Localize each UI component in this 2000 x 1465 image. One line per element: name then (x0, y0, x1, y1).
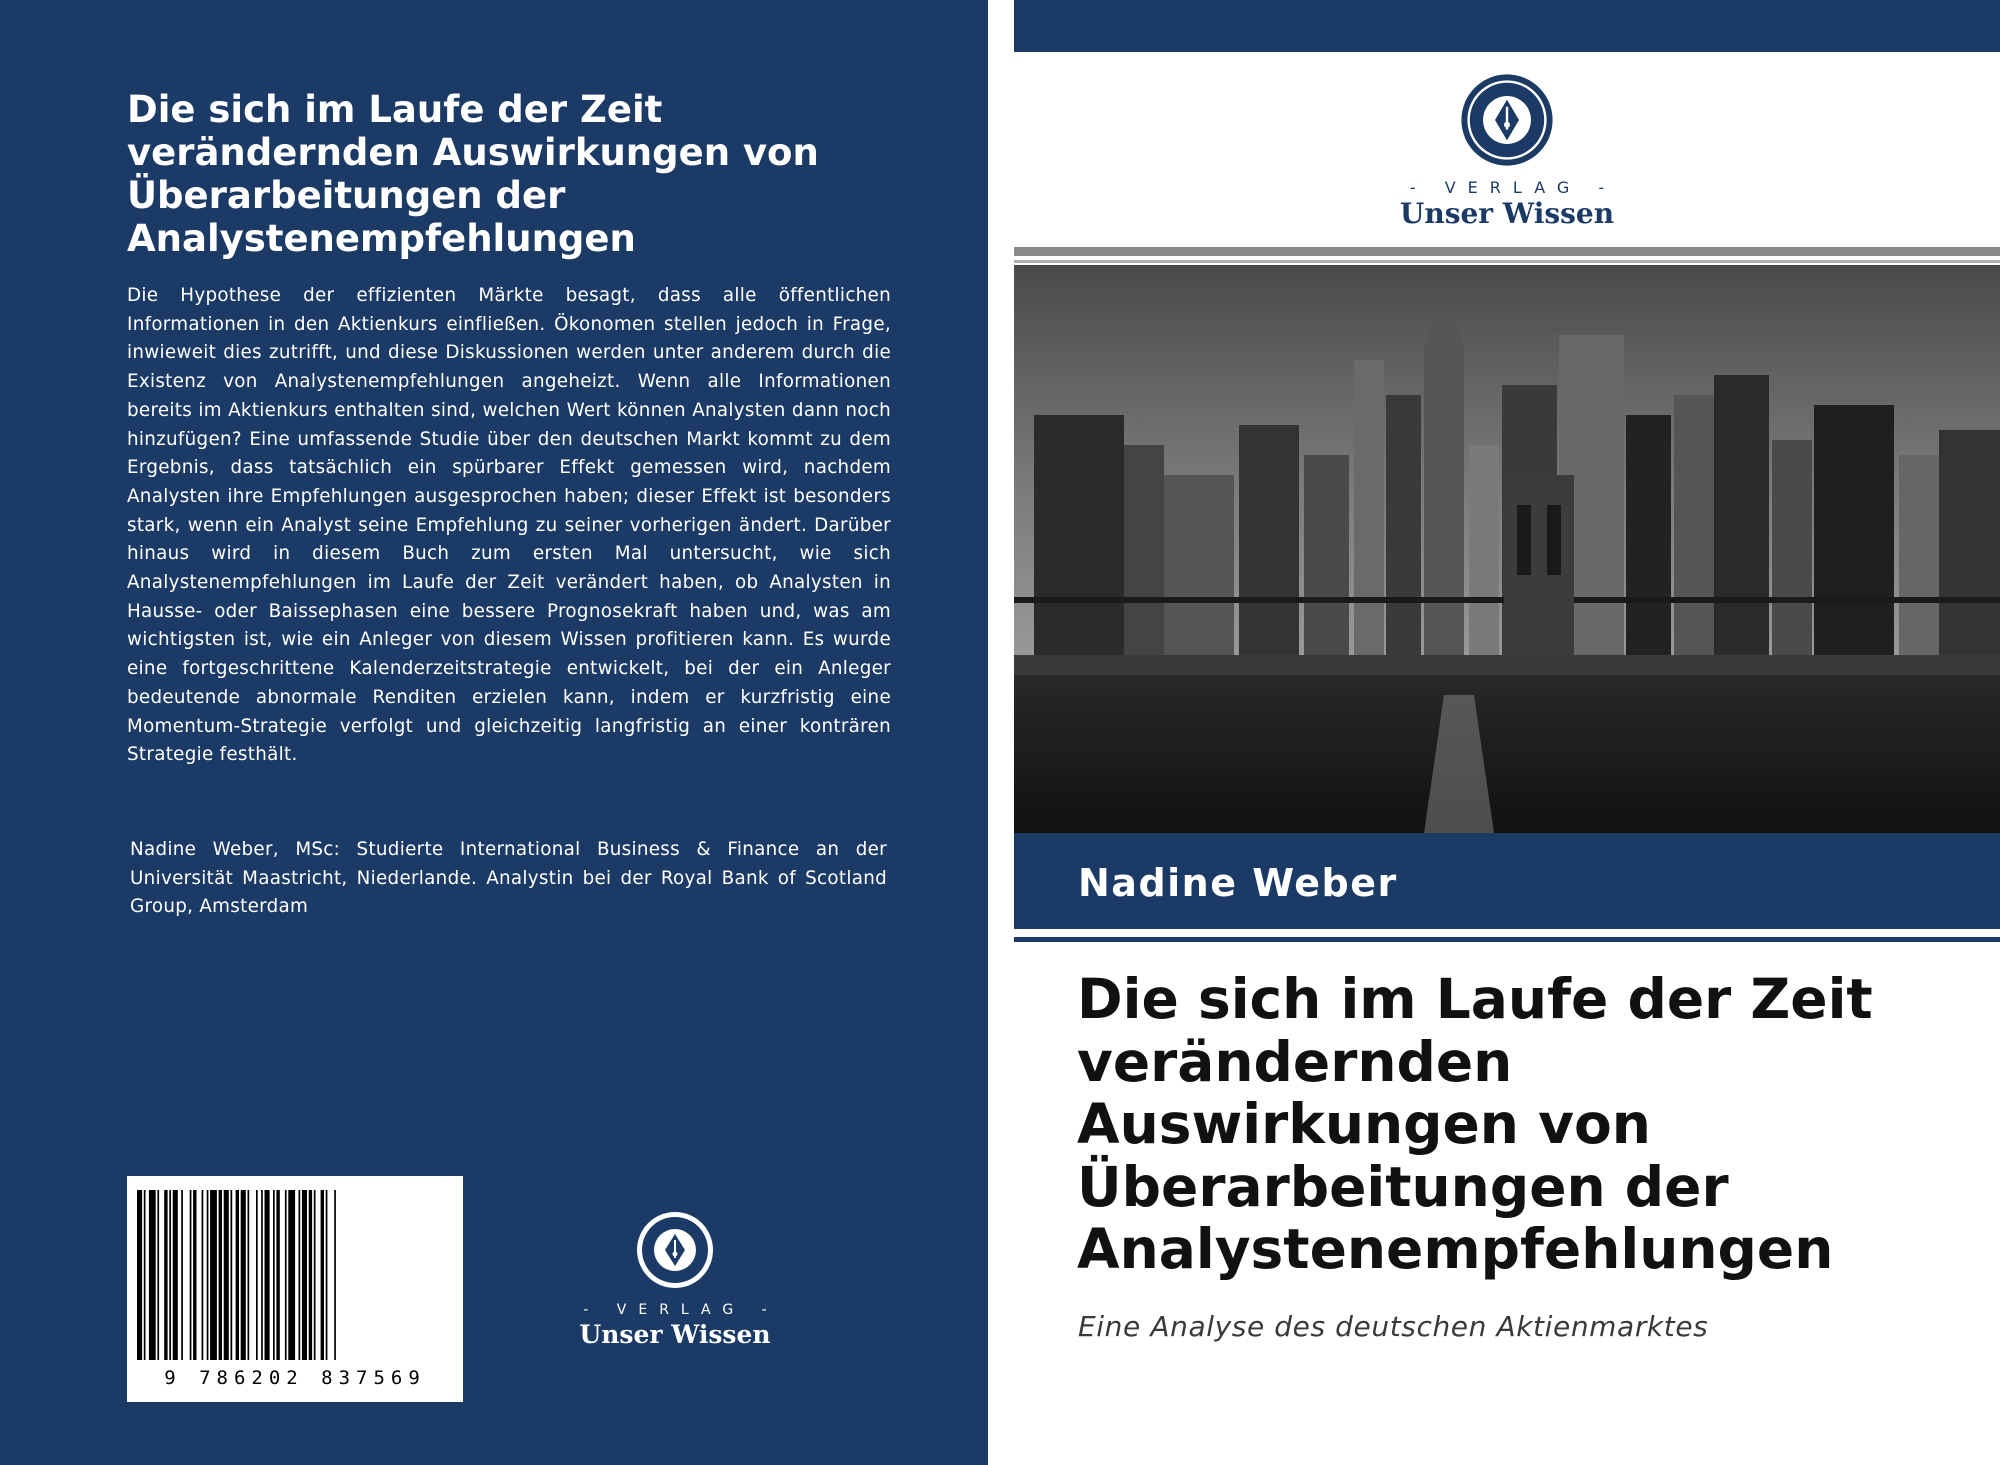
author-band (1014, 833, 2000, 929)
barcode-bar (149, 1190, 156, 1360)
publisher-verlag-label: - VERLAG - (1409, 178, 1617, 197)
barcode-bar (256, 1190, 258, 1360)
barcode-bar (299, 1190, 301, 1360)
back-title-line: Analystenempfehlungen (127, 217, 636, 260)
back-title-line: Überarbeitungen der (127, 174, 566, 217)
isbn-number: 9 786202 837569 (164, 1367, 426, 1389)
isbn-barcode (127, 1176, 463, 1402)
city-skyline-photo (1014, 265, 2000, 833)
grey-divider (1014, 247, 2000, 256)
barcode-bar (202, 1190, 204, 1360)
barcode-bar (326, 1190, 328, 1360)
publisher-name: Unser Wissen (1399, 197, 1615, 230)
front-cover-title (1077, 968, 1977, 1281)
author-bio: Nadine Weber, MSc: Studierte International Business & Finance an der Universität Maastricht, Niederlande. Analystin bei der Royal Bank of Scotland Group, Amsterdam (130, 839, 887, 918)
barcode-bar (181, 1190, 183, 1360)
publisher-seal-icon (1459, 72, 1555, 168)
barcode-bar (219, 1190, 222, 1360)
barcode-bar (288, 1190, 295, 1360)
back-cover (0, 0, 988, 1465)
publisher-logo-front (1357, 72, 1657, 230)
top-navy-band (1014, 0, 2000, 52)
barcode-bar (302, 1190, 307, 1360)
barcode-bar (157, 1190, 159, 1360)
publisher-verlag-label: - VERLAG - (583, 1302, 779, 1318)
barcode-bar (248, 1190, 250, 1360)
barcode-bar (334, 1190, 336, 1360)
barcode-bar (231, 1190, 233, 1360)
front-title-line: Die sich im Laufe der Zeit (1077, 967, 1873, 1031)
barcode-bar (314, 1190, 316, 1360)
barcode-graphic (127, 1176, 463, 1402)
back-title-line: verändernden Auswirkungen von (127, 131, 819, 174)
barcode-bar (273, 1190, 275, 1360)
barcode-bar (224, 1190, 229, 1360)
barcode-bar (309, 1190, 312, 1360)
barcode-bar (236, 1190, 239, 1360)
barcode-bar (144, 1190, 146, 1360)
barcode-bar (137, 1190, 142, 1360)
publisher-seal-icon (635, 1210, 715, 1290)
barcode-bar (173, 1190, 178, 1360)
barcode-bar (261, 1190, 263, 1360)
grey-divider-thin (1014, 260, 2000, 263)
front-cover (1014, 0, 2000, 1465)
barcode-bar (241, 1190, 246, 1360)
barcode-bar (210, 1190, 217, 1360)
front-author-name: Nadine Weber (1078, 861, 1398, 905)
navy-divider (1014, 937, 2000, 942)
publisher-name: Unser Wissen (579, 1320, 771, 1349)
front-title-line: Auswirkungen von (1077, 1092, 1651, 1156)
barcode-bar (285, 1190, 287, 1360)
book-blurb: Die Hypothese der effizienten Märkte besagt, dass alle öffentlichen Informationen in den Aktienkurs einfließen. Ökonomen stellen jedoch in Frage, inwieweit dies zutrifft, und diese Diskussionen werden unter anderem durch die Existenz von Analystenempfehlungen angeheizt. Wenn alle Informationen bereits im Aktienkurs enthalten sind, welchen Wert können Analysten dann noch hinzufügen? Eine umfassende Studie über den deutschen Markt kommt zu dem Ergebnis, dass tatsächlich ein spürbarer Effekt gemessen wird, nachdem Analysten ihre Empfehlungen ausgesprochen haben; dieser Effekt ist besonders stark, wenn ein Analyst seine Empfehlung zu seiner vorherigen ändert. Darüber hinaus wird in diesem Buch zum ersten Mal untersucht, wie sich Analystenempfehlungen im Laufe der Zeit verändert haben, ob Analysten in Hausse- oder Baissephasen eine bessere Prognosekraft haben und, was am wichtigsten ist, wie ein Anleger von diesem Wissen profitieren kann. Es wurde eine fortgeschrittene Kalenderzeitstrategie entwickelt, bei der ein Anleger bedeutende abnormale Renditen erzielen kann, indem er kurzfristig eine Momentum-Strategie verfolgt und gleichzeitig langfristig an einer konträren Strategie festhält. (127, 285, 891, 766)
barcode-bar (207, 1190, 209, 1360)
front-title-line: Analystenempfehlungen (1077, 1217, 1834, 1281)
front-title-line: Überarbeitungen der (1077, 1154, 1729, 1219)
back-title-line: Die sich im Laufe der Zeit (127, 88, 663, 131)
barcode-bar (276, 1190, 279, 1360)
front-title-line: verändernden (1077, 1029, 1513, 1094)
barcode-bar (169, 1190, 171, 1360)
barcode-bar (321, 1190, 324, 1360)
front-subtitle: Eine Analyse des deutschen Aktienmarktes (1078, 1310, 1709, 1343)
barcode-bar (190, 1190, 192, 1360)
barcode-bar (164, 1190, 167, 1360)
barcode-bar (193, 1190, 196, 1360)
back-cover-title (127, 88, 907, 260)
barcode-bar (265, 1190, 270, 1360)
publisher-logo-back (560, 1210, 790, 1349)
